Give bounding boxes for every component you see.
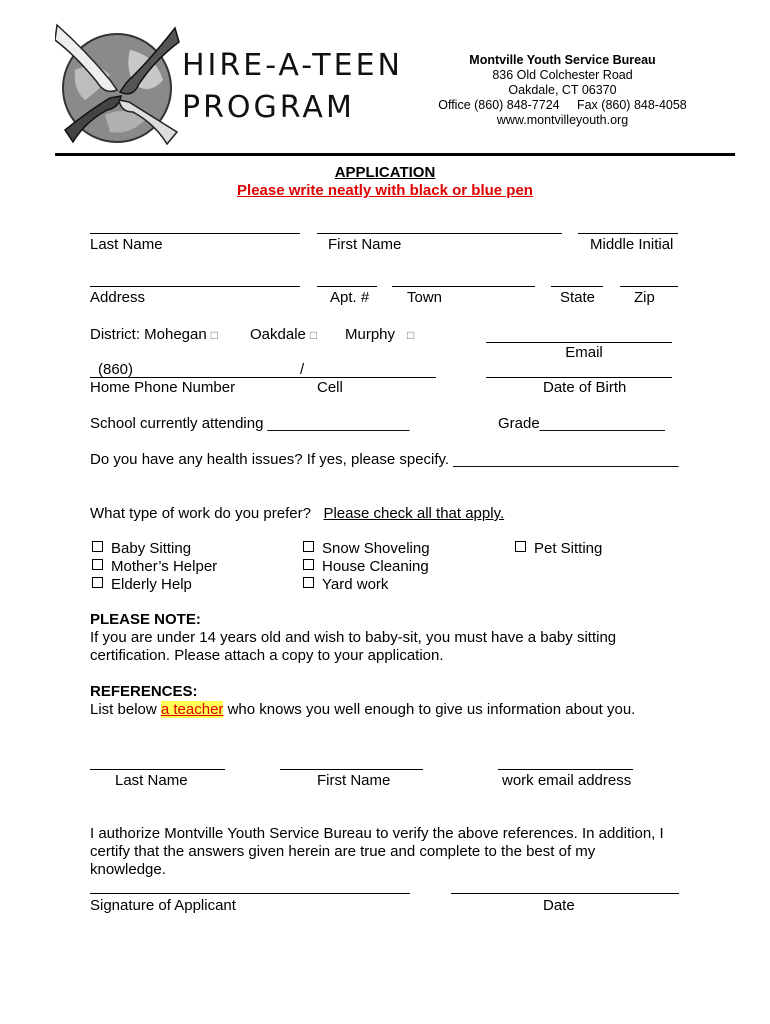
checkbox-icon[interactable] [303,541,314,552]
option-pet-sitting[interactable] [515,540,602,557]
address-line[interactable] [90,286,300,287]
note-line2: certification. Please attach a copy to your application. [90,647,444,664]
option-label: Mother’s Helper [111,558,218,575]
org-website: www.montvilleyouth.org [496,113,629,127]
town-label: Town [407,289,443,306]
authorize-line2: certify that the answers given herein are true and complete to the best of my [90,843,596,860]
signature-label: Signature of Applicant [90,897,236,914]
note-line1: If you are under 14 years old and wish to baby-sit, you must have a baby sitting [90,629,617,646]
globe-hands-logo [55,20,180,145]
district-mohegan-label: District: Mohegan [90,326,207,343]
authorize-line3: knowledge. [90,861,166,878]
grade-field[interactable]: Grade_______________ [498,415,665,432]
option-label: Baby Sitting [111,540,192,557]
checkbox-icon[interactable] [515,541,526,552]
health-field[interactable]: Do you have any health issues? If yes, please specify. ___________________________ [90,451,679,468]
district-oakdale-label: Oakdale [250,326,306,343]
email-line[interactable] [486,342,672,343]
zip-line[interactable] [620,286,678,287]
option-snow-shoveling[interactable] [303,540,430,557]
first-name-label: First Name [328,236,402,253]
dob-line[interactable] [486,377,672,378]
references-heading: REFERENCES: [90,683,198,700]
ref-last-name-label: Last Name [115,772,188,789]
mohegan-checkbox-icon[interactable]: □ [210,328,218,342]
option-yard-work[interactable] [303,576,388,593]
option-label: Snow Shoveling [322,540,430,557]
ref-email-line[interactable] [498,769,633,770]
work-question-text: What type of work do you prefer? [90,505,311,522]
ref-email-label: work email address [502,772,632,789]
references-text-before: List below [90,701,161,718]
option-label: Yard work [322,576,389,593]
state-line[interactable] [551,286,603,287]
apt-label: Apt. # [330,289,370,306]
dob-label: Date of Birth [543,379,627,396]
checkbox-icon[interactable] [92,577,103,588]
first-name-line[interactable] [317,233,562,234]
ref-first-name-line[interactable] [280,769,423,770]
work-instruction: Please check all that apply. [323,505,505,522]
application-instruction: Please write neatly with black or blue pen [237,182,533,199]
option-elderly-help[interactable] [92,576,192,593]
option-mothers-helper[interactable] [92,558,217,575]
home-phone-label: Home Phone Number [90,379,236,396]
ref-last-name-line[interactable] [90,769,225,770]
date-line[interactable] [451,893,679,894]
org-address1: 836 Old Colchester Road [492,68,633,82]
work-question [90,505,504,522]
option-house-cleaning[interactable] [303,558,429,575]
phone-slash: / [300,361,305,378]
address-label: Address [90,289,146,306]
state-label: State [560,289,596,306]
ref-first-name-label: First Name [317,772,391,789]
cell-label: Cell [317,379,343,396]
application-heading: APPLICATION [334,164,436,181]
middle-initial-line[interactable] [578,233,678,234]
references-instruction [90,701,635,718]
town-line[interactable] [392,286,535,287]
org-name: Montville Youth Service Bureau [469,53,656,67]
option-label: House Cleaning [322,558,429,575]
district-murphy[interactable] [345,326,414,343]
last-name-label: Last Name [90,236,163,253]
checkbox-icon[interactable] [92,559,103,570]
zip-label: Zip [634,289,655,306]
org-address2: Oakdale, CT 06370 [508,83,617,97]
org-phones: Office (860) 848-7724 Fax (860) 848-4058 [438,98,687,112]
signature-line[interactable] [90,893,410,894]
program-title-line2: PROGRAM [182,90,355,125]
district-oakdale[interactable] [250,326,317,343]
org-block [420,53,705,128]
phone-line[interactable] [90,377,436,378]
district-murphy-label: Murphy [345,326,396,343]
school-field[interactable]: School currently attending _________________ [90,415,410,432]
option-label: Pet Sitting [534,540,603,557]
district-mohegan[interactable] [90,326,218,343]
oakdale-checkbox-icon[interactable]: □ [309,328,318,342]
option-label: Elderly Help [111,576,192,593]
header-divider [55,153,735,156]
email-label: Email [565,344,603,361]
authorize-line1: I authorize Montville Youth Service Bureau to verify the above references. In addition, I [90,825,664,842]
last-name-line[interactable] [90,233,300,234]
area-code: (860) [98,361,134,378]
date-label: Date [543,897,575,914]
note-heading: PLEASE NOTE: [90,611,201,628]
murphy-checkbox-icon[interactable]: □ [407,328,415,342]
program-title-line1: HIRE-A-TEEN [182,48,403,83]
references-text-after: who knows you well enough to give us information about you. [223,701,636,718]
option-baby-sitting[interactable] [92,540,191,557]
apt-line[interactable] [317,286,377,287]
checkbox-icon[interactable] [303,559,314,570]
checkbox-icon[interactable] [92,541,103,552]
checkbox-icon[interactable] [303,577,314,588]
teacher-highlight: a teacher [160,701,224,718]
middle-initial-label: Middle Initial [590,236,674,253]
